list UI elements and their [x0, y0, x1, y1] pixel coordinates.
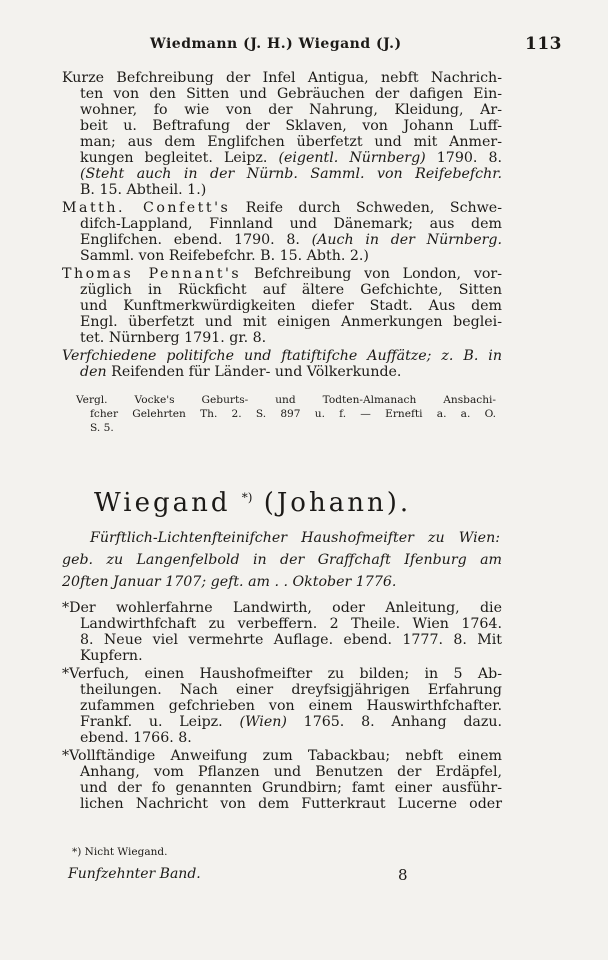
signature-mark: Funfzehnter Band.	[68, 866, 201, 882]
entry-title	[94, 488, 411, 518]
running-title: Wiedmann (J. H.) Wiegand (J.)	[150, 36, 402, 52]
work-line: *Der wohlerfahrne Landwirth, oder Anleitung, die	[62, 600, 502, 616]
footnote-mark: *)	[241, 490, 253, 505]
vergl-line: S. 5.	[90, 422, 114, 434]
title-forename: (Johann).	[263, 488, 412, 518]
work-line: *Vollftändige Anweifung zum Tabackbau; nebft einem	[62, 748, 502, 764]
footnote: *) Nicht Wiegand.	[72, 846, 168, 858]
page-number: 113	[525, 34, 562, 54]
bio-line: geb. zu Langenfelbold in der Graffchaft Ifenburg am	[62, 552, 502, 568]
work-line: Frankf. u. Leipz. (Wien) 1765. 8. Anhang dazu.	[80, 714, 502, 730]
title-surname: Wiegand	[94, 488, 231, 518]
entry3-line: züglich in Rückficht auf ältere Gefchichte, Sitten	[80, 282, 502, 298]
entry1-line: kungen begleitet. Leipz. (eigentl. Nürnberg) 1790. 8.	[80, 150, 502, 166]
work-line: Landwirthfchaft zu verbeffern. 2 Theile. Wien 1764.	[80, 616, 502, 632]
work-line: zufammen gefchrieben von einem Hauswirthfchafter.	[80, 698, 502, 714]
author-name: Matth. Confett's	[62, 200, 231, 216]
entry2-line: Matth. Confett's Reife durch Schweden, Schwe-	[62, 200, 502, 216]
work-line: lichen Nachricht von dem Futterkraut Lucerne oder	[80, 796, 502, 812]
work-line: 8. Neue viel vermehrte Auflage. ebend. 1777. 8. Mit	[80, 632, 502, 648]
running-header	[150, 34, 562, 54]
entry1-line: man; aus dem Englifchen überfetzt und mit Anmer-	[80, 134, 502, 150]
vergl-line: fcher Gelehrten Th. 2. S. 897 u. f. — Ernefti a. a. O.	[90, 408, 496, 420]
entry1-line: (Steht auch in der Nürnb. Samml. von Reifebefchr.	[80, 166, 502, 182]
work-line: theilungen. Nach einer dreyfsigjährigen Erfahrung	[80, 682, 502, 698]
entry3-line: Engl. überfetzt und mit einigen Anmerkungen beglei-	[80, 314, 502, 330]
sheet-number: 8	[398, 866, 408, 884]
work-line: Anhang, vom Pflanzen und Benutzen der Erdäpfel,	[80, 764, 502, 780]
entry3-line: Thomas Pennant's Befchreibung von London, vor-	[62, 266, 502, 282]
entry1-line: Kurze Befchreibung der Infel Antigua, nebft Nachrich-	[62, 70, 502, 86]
work-line: Kupfern.	[80, 648, 143, 664]
entry2-line: difch-Lappland, Finnland und Dänemark; aus dem	[80, 216, 502, 232]
bio-line: 20ften Januar 1707; geft. am . . Oktober 1776.	[62, 574, 397, 590]
entry1-line: wohner, fo wie von der Nahrung, Kleidung, Ar-	[80, 102, 502, 118]
entry1-line: beit u. Beftrafung der Sklaven, von Johann Luff-	[80, 118, 502, 134]
entry2-line: Samml. von Reifebefchr. B. 15. Abth. 2.)	[80, 248, 369, 264]
work-line: und der fo genannten Grundbirn; famt einer ausführ-	[80, 780, 502, 796]
author-name: Thomas Pennant's	[62, 266, 242, 282]
work-line: ebend. 1766. 8.	[80, 730, 192, 746]
entry2-line: Englifchen. ebend. 1790. 8. (Auch in der Nürnberg.	[80, 232, 502, 248]
entry3-line: tet. Nürnberg 1791. gr. 8.	[80, 330, 267, 346]
entry1-line: ten von den Sitten und Gebräuchen der dafigen Ein-	[80, 86, 502, 102]
entry4-line: Verfchiedene politifche und ftatiftifche Auffätze; z. B. in	[62, 348, 502, 364]
vergl-line: Vergl. Vocke's Geburts- und Todten-Almanach Ansbachi-	[76, 394, 496, 406]
bio-line: Fürftlich-Lichtenfteinifcher Haushofmeifter zu Wien:	[90, 530, 500, 546]
entry1-line: B. 15. Abtheil. 1.)	[80, 182, 207, 198]
work-line: *Verfuch, einen Haushofmeifter zu bilden; in 5 Ab-	[62, 666, 502, 682]
entry3-line: und Kunftmerkwürdigkeiten diefer Stadt. Aus dem	[80, 298, 502, 314]
entry4-line: den Reifenden für Länder- und Völkerkunde.	[80, 364, 402, 380]
